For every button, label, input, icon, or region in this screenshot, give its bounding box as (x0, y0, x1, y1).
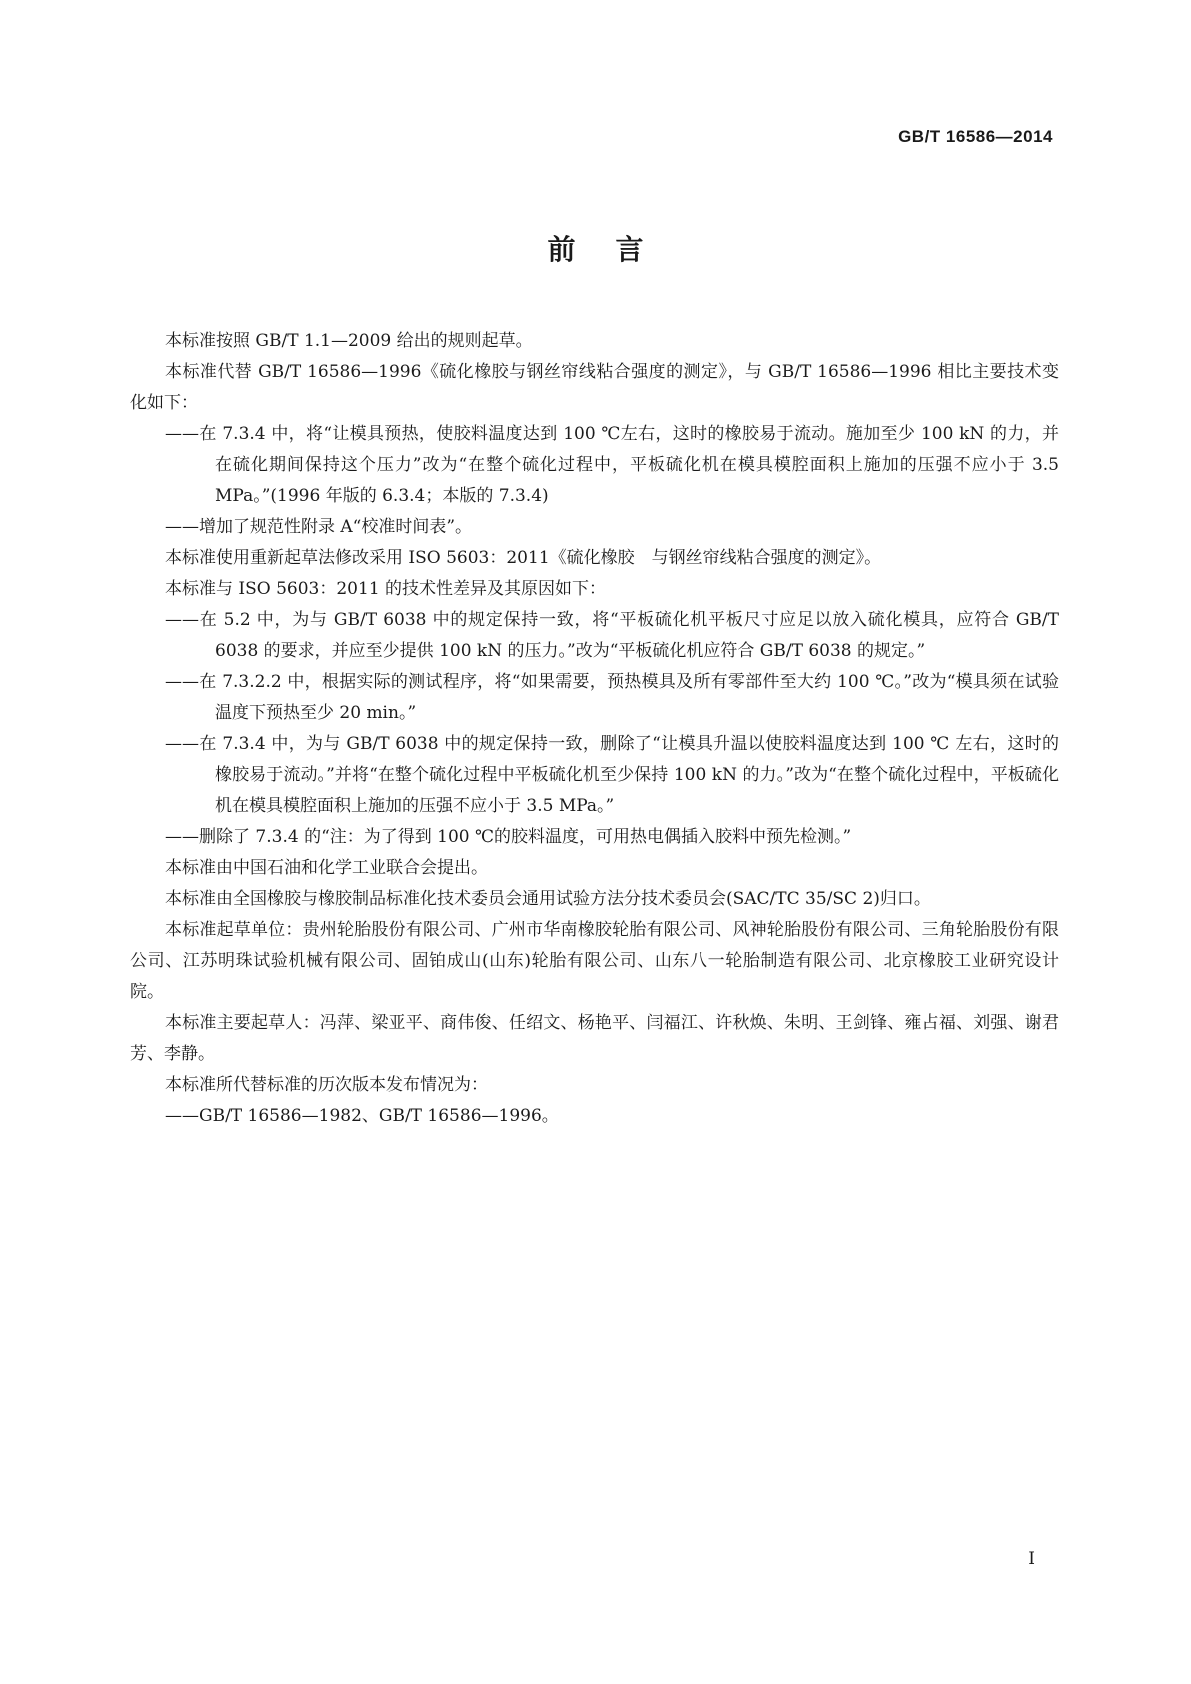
list-item: ——在 7.3.4 中，将“让模具预热，使胶料温度达到 100 ℃左右，这时的橡胶易于流动。施加至少 100 kN 的力，并在硫化期间保持这个压力”改为“在整个硫化过程中，平板硫化机在模具模腔面积上施加的压强不应小于 3.5 MPa。”(1996 年版的 6.3.4；本版的 7.3.4) (165, 424, 1059, 506)
list-item: ——增加了规范性附录 A“校准时间表”。 (165, 517, 473, 537)
page-title: 前言 (547, 233, 684, 266)
list-item: ——在 7.3.2.2 中，根据实际的测试程序，将“如果需要，预热模具及所有零部件至大约 100 ℃。”改为“模具须在试验温度下预热至少 20 min。” (165, 672, 1059, 723)
paragraph: 本标准使用重新起草法修改采用 ISO 5603：2011《硫化橡胶 与钢丝帘线粘合强度的测定》。 (165, 548, 882, 568)
paragraph: 本标准起草单位：贵州轮胎股份有限公司、广州市华南橡胶轮胎有限公司、风神轮胎股份有限公司、三角轮胎股份有限公司、江苏明珠试验机械有限公司、固铂成山(山东)轮胎有限公司、山东八一轮胎制造有限公司、北京橡胶工业研究设计院。 (130, 920, 1059, 1002)
document-body (130, 326, 1059, 1132)
paragraph: 本标准由全国橡胶与橡胶制品标准化技术委员会通用试验方法分技术委员会(SAC/TC 35/SC 2)归口。 (165, 889, 931, 909)
list-item: ——在 7.3.4 中，为与 GB/T 6038 中的规定保持一致，删除了“让模具升温以使胶料温度达到 100 ℃ 左右，这时的橡胶易于流动。”并将“在整个硫化过程中平板硫化机至少保持 100 kN 的力。”改为“在整个硫化过程中，平板硫化机在模具模腔面积上施加的压强不应小于 3.5 MPa。” (165, 734, 1059, 816)
paragraph: 本标准主要起草人：冯萍、梁亚平、商伟俊、任绍文、杨艳平、闫福江、许秋焕、朱明、王剑锋、雍占福、刘强、谢君芳、李静。 (130, 1013, 1059, 1064)
paragraph: 本标准所代替标准的历次版本发布情况为： (165, 1075, 488, 1095)
list-item: ——在 5.2 中，为与 GB/T 6038 中的规定保持一致，将“平板硫化机平板尺寸应足以放入硫化模具，应符合 GB/T 6038 的要求，并应至少提供 100 kN 的压力。”改为“平板硫化机应符合 GB/T 6038 的规定。” (165, 610, 1059, 661)
paragraph: 本标准与 ISO 5603：2011 的技术性差异及其原因如下： (165, 579, 607, 599)
standard-code: GB/T 16586—2014 (898, 127, 1053, 146)
paragraph: 本标准按照 GB/T 1.1—2009 给出的规则起草。 (165, 331, 533, 351)
page-number: I (1028, 1549, 1035, 1569)
list-item: ——GB/T 16586—1982、GB/T 16586—1996。 (165, 1106, 559, 1126)
paragraph: 本标准代替 GB/T 16586—1996《硫化橡胶与钢丝帘线粘合强度的测定》，与 GB/T 16586—1996 相比主要技术变化如下： (130, 362, 1059, 413)
list-item: ——删除了 7.3.4 的“注：为了得到 100 ℃的胶料温度，可用热电偶插入胶料中预先检测。” (165, 827, 852, 847)
paragraph: 本标准由中国石油和化学工业联合会提出。 (165, 858, 488, 878)
